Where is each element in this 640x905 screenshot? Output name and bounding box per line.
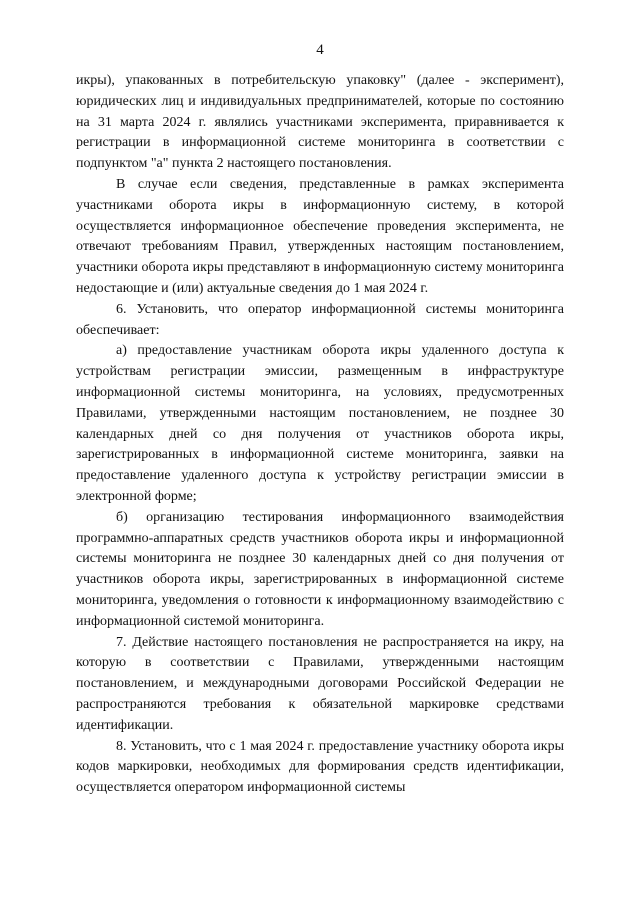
document-body [76,71,564,799]
page-number: 4 [316,42,324,58]
paragraph-clause-7: 7. Действие настоящего постановления не распространяется на икру, на которую в соответствии с Правилами, утвержденными настоящим постановлением, и международными договорами Российской Федерации не распространяются требования к обязательной маркировке средствами идентификации. [76,634,564,733]
paragraph-clause-6: 6. Установить, что оператор информационной системы мониторинга обеспечивает: [76,301,564,338]
paragraph-clause-6b: б) организацию тестирования информационного взаимодействия программно-аппаратных средств участников оборота икры и информационной системы мониторинга не позднее 30 календарных дней со дня получения от участников оборота икры, зарегистрированных в информационной системе мониторинга, уведомления о готовности к информационному взаимодействию с информационной системой мониторинга. [76,509,564,629]
paragraph-continuation: икры), упакованных в потребительскую упаковку" (далее - эксперимент), юридических лиц и индивидуальных предпринимателей, которые по состоянию на 31 марта 2024 г. являлись участниками эксперимента, приравнивается к регистрации в информационной системе мониторинга в соответствии с подпунктом "а" пункта 2 настоящего постановления. [76,73,564,172]
paragraph-clause-8: 8. Установить, что с 1 мая 2024 г. предоставление участнику оборота икры кодов маркировки, необходимых для формирования средств идентификации, осуществляется оператором информационной системы [76,738,564,796]
paragraph-experiment-data: В случае если сведения, представленные в рамках эксперимента участниками оборота икры в информационную систему, в которой осуществляется информационное обеспечение проведения эксперимента, не отвечают требованиям Правил, утвержденных настоящим постановлением, участники оборота икры представляют в информационную систему мониторинга недостающие и (или) актуальные сведения до 1 мая 2024 г. [76,176,564,296]
paragraph-clause-6a: а) предоставление участникам оборота икры удаленного доступа к устройствам регистрации эмиссии, размещенным в инфраструктуре информационной системы мониторинга, на условиях, предусмотренных Правилами, утвержденными настоящим постановлением, не позднее 30 календарных дней со дня получения от участников оборота икры, зарегистрированных в информационной системе мониторинга, заявки на предоставление удаленного доступа к устройству регистрации эмиссии в электронной форме; [76,343,564,504]
